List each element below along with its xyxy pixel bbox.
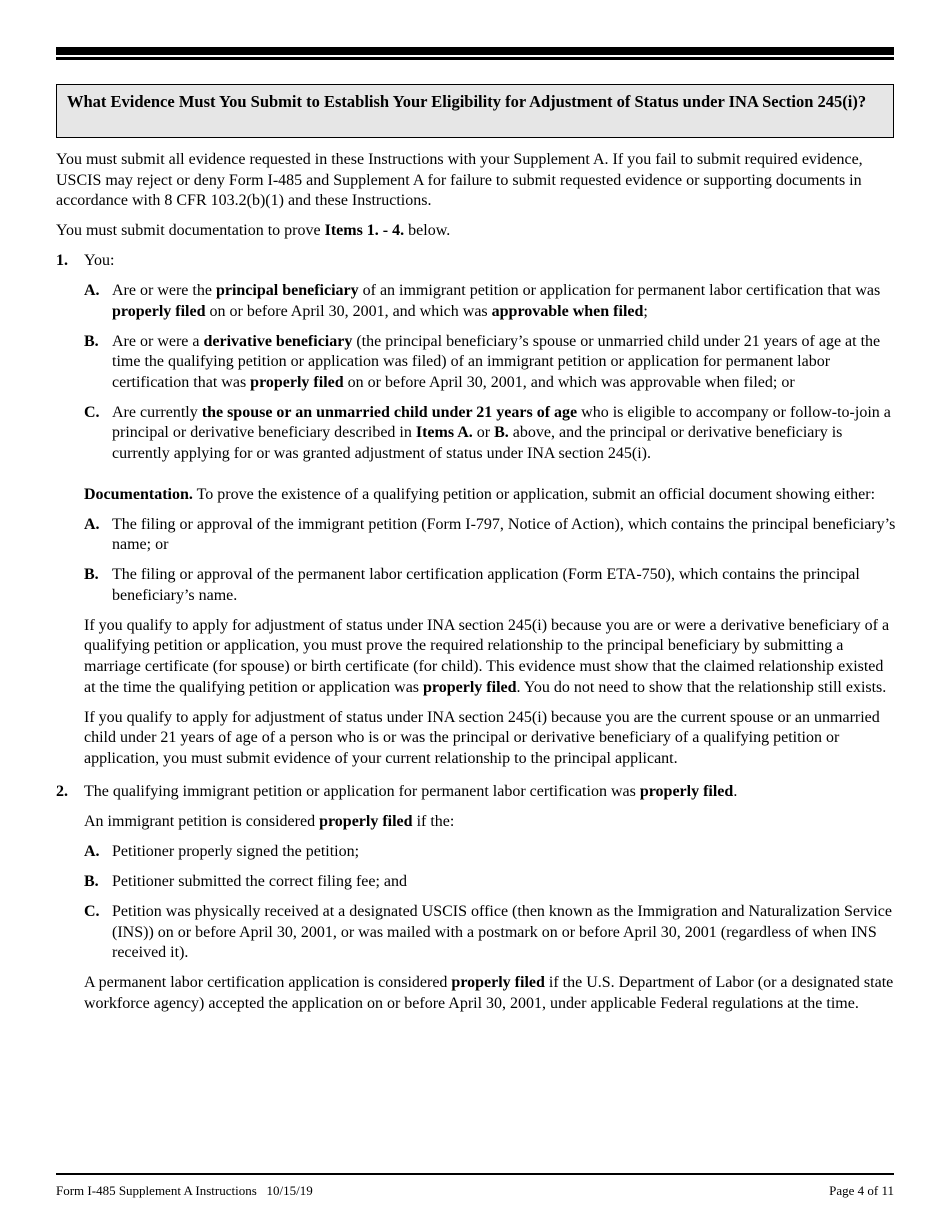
intro-paragraph-1: You must submit all evidence requested in these Instructions with your Supplement A. If you fail to submit required evidence, USCIS may reject or deny Form I-485 and Supplement A for failure to submit requested evidence or supporting documents in accordance with 8 CFR 103.2(b)(1) and these Instructions. [56, 151, 863, 210]
bold-run: principal beneficiary [215, 282, 359, 300]
bold-run: properly filed [639, 783, 734, 801]
sub-item-marker: B. [84, 873, 99, 891]
sub-item-marker: B. [84, 332, 99, 350]
item-1-sub-a [56, 281, 896, 322]
documentation-label: Documentation. [84, 485, 193, 503]
bold-run: properly filed [319, 813, 413, 831]
documentation-paragraph [56, 485, 896, 506]
text-run: Petitioner submitted the correct filing fee; and [112, 873, 408, 891]
item-1-sub-c [56, 403, 896, 465]
text-run: You must submit documentation to prove [56, 222, 325, 240]
text-run: or [472, 424, 495, 442]
sub-item-marker: C. [84, 403, 100, 421]
text-run: above, and the principal or derivative beneficiary is currently applying for or was granted adjustment of status under INA section 245(i). [112, 424, 843, 463]
header-rule-thin [56, 57, 894, 60]
documentation-sub-a [56, 515, 896, 556]
sub-item-marker: A. [84, 515, 100, 533]
bold-run: Items 1. - 4. [324, 222, 405, 240]
footer-rule [56, 1173, 894, 1175]
text-run: who is eligible to accompany or follow-to-join a principal or derivative beneficiary described in [112, 403, 891, 442]
bold-run: Items A. [415, 424, 473, 442]
text-run: Are or were a [112, 332, 204, 350]
text-run: The qualifying immigrant petition or application for permanent labor certification was [84, 783, 640, 801]
spouse-relationship-paragraph: If you qualify to apply for adjustment of status under INA section 245(i) because you are the current spouse or an unmarried child under 21 years of age of a person who is or was the principal or derivative beneficiary of a qualifying petition or application, you must submit evidence of your current relationship to the principal applicant. [84, 708, 880, 767]
section-heading-text: What Evidence Must You Submit to Establish Your Eligibility for Adjustment of Status under INA Section 245(i)? [67, 92, 867, 111]
text-run: (the principal beneficiary’s spouse or unmarried child under 21 years of age at the time the qualifying petition or application was filed) of an immigrant petition or application for permanent labor certification that was [112, 332, 881, 391]
text-run: Are currently [112, 403, 202, 421]
footer-page-number: Page 4 of 11 [829, 1183, 894, 1198]
item-marker: 2. [56, 783, 68, 801]
sub-item-marker: A. [84, 843, 100, 861]
derivative-relationship-paragraph [56, 616, 896, 698]
header-rule-thick [56, 47, 894, 55]
text-run: of an immigrant petition or application for permanent labor certification that was [358, 282, 881, 300]
text-run: Petitioner properly signed the petition; [112, 843, 360, 861]
text-run: The filing or approval of the permanent labor certification application (Form ETA-750), which contains the principal beneficiary’s name. [112, 566, 860, 604]
bold-run: properly filed [250, 373, 344, 391]
item-2-sub-a [56, 842, 896, 863]
intro-paragraph-2 [56, 221, 896, 242]
sub-item-marker: A. [84, 282, 100, 300]
footer-form-info: Form I-485 Supplement A Instructions 10/15/19 [56, 1183, 313, 1198]
text-run: If you qualify to apply for adjustment of status under INA section 245(i) because you are or were a derivative beneficiary of a qualifying petition or application, you must prove the required relationship to the principal beneficiary by submitting a marriage certificate (for spouse) or birth certificate (for child). This evidence must show that the claimed relationship existed at the time the qualifying petition or application was [84, 616, 890, 696]
text-run: . You do not need to show that the relationship still exists. [516, 678, 887, 696]
bold-run: derivative beneficiary [203, 332, 353, 350]
text-run: The filing or approval of the immigrant petition (Form I-797, Notice of Action), which contains the principal beneficiary’s name; or [112, 515, 896, 554]
bold-run: approvable when filed [491, 302, 644, 320]
text-run: on or before April 30, 2001, and which was [205, 302, 492, 320]
text-run: . [733, 783, 738, 801]
bold-run: properly filed [423, 678, 517, 696]
text-run: Petition was physically received at a designated USCIS office (then known as the Immigration and Naturalization Service (INS)) on or before April 30, 2001, or was mailed with a postmark on or before April 30, 2001 (regardless of when INS received it). [112, 903, 892, 962]
item-1-sub-b [56, 332, 896, 394]
text-run: Are or were the [112, 282, 216, 300]
item-1-text: You: [84, 252, 115, 270]
item-1 [56, 251, 896, 272]
item-2-sub-b [56, 872, 896, 893]
bold-run: properly filed [451, 974, 545, 992]
sub-item-marker: B. [84, 566, 99, 584]
bold-run: properly filed [112, 302, 206, 320]
item-2-sub-c [56, 902, 896, 964]
text-run: ; [643, 302, 648, 320]
item-marker: 1. [56, 252, 68, 270]
section-heading [56, 84, 894, 138]
text-run: A permanent labor certification application is considered [84, 974, 452, 992]
text-run: on or before April 30, 2001, and which was approvable when filed; or [343, 373, 795, 391]
sub-item-marker: C. [84, 903, 100, 921]
documentation-sub-b [56, 565, 896, 606]
text-run: if the U.S. Department of Labor (or a designated state workforce agency) accepted the application on or before April 30, 2001, under applicable Federal regulations at the time. [84, 974, 894, 1013]
petition-properly-filed-paragraph [56, 812, 896, 833]
text-run: if the: [412, 813, 455, 831]
document-body [56, 150, 896, 1024]
labor-certification-paragraph [56, 973, 896, 1014]
item-2 [56, 782, 896, 803]
text-run: To prove the existence of a qualifying petition or application, submit an official document showing either: [192, 485, 876, 503]
text-run: below. [404, 222, 451, 240]
bold-run: B. [494, 424, 509, 442]
bold-run: the spouse or an unmarried child under 21 years of age [201, 403, 578, 421]
text-run: An immigrant petition is considered [84, 813, 320, 831]
